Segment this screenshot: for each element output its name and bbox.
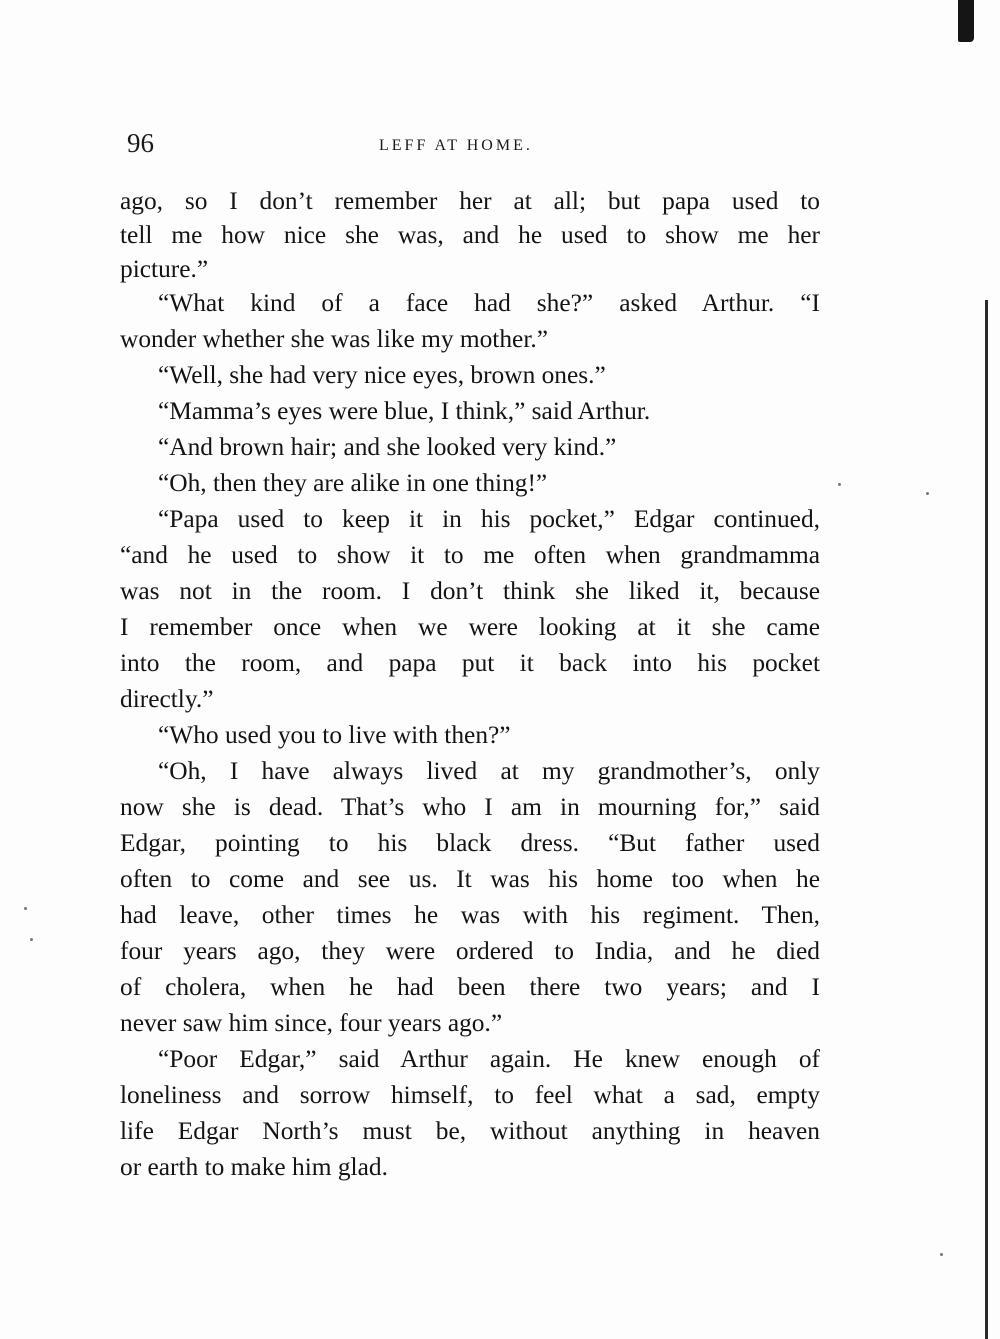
text-line: Edgar, pointing to his black dress. “But father used — [120, 829, 820, 857]
text-line: I remember once when we were looking at it she came — [120, 613, 820, 641]
text-line: “Mamma’s eyes were blue, I think,” said Arthur. — [158, 397, 651, 425]
page-number: 96 — [127, 128, 154, 158]
text-line: picture.” — [120, 255, 209, 283]
text-line: often to come and see us. It was his home too when he — [120, 865, 820, 893]
text-line: “Poor Edgar,” said Arthur again. He knew enough of — [158, 1045, 820, 1073]
text-line: “and he used to show it to me often when grandmamma — [120, 541, 820, 569]
scan-speck — [24, 907, 27, 910]
scan-speck — [838, 483, 841, 486]
scan-edge-rule — [985, 300, 988, 1339]
text-line: loneliness and sorrow himself, to feel what a sad, empty — [120, 1081, 820, 1109]
text-line: ago, so I don’t remember her at all; but papa used to — [120, 187, 820, 215]
text-line: “Papa used to keep it in his pocket,” Edgar continued, — [158, 505, 820, 533]
text-line: “Who used you to live with then?” — [158, 721, 511, 749]
scan-speck — [30, 938, 33, 941]
text-line: had leave, other times he was with his regiment. Then, — [120, 901, 820, 929]
running-title: LEFF AT HOME. — [379, 137, 533, 154]
text-line: “What kind of a face had she?” asked Arthur. “I — [158, 289, 820, 317]
text-line: “Oh, I have always lived at my grandmother’s, only — [158, 757, 820, 785]
text-line: “Oh, then they are alike in one thing!” — [158, 469, 548, 497]
text-line: four years ago, they were ordered to India, and he died — [120, 937, 820, 965]
scan-speck — [940, 1253, 943, 1256]
text-line: wonder whether she was like my mother.” — [120, 325, 548, 353]
scan-speck — [926, 492, 929, 495]
text-line: or earth to make him glad. — [120, 1153, 388, 1181]
page-header — [125, 128, 820, 162]
text-line: “Well, she had very nice eyes, brown ones.” — [158, 361, 606, 389]
scan-edge-mark — [958, 0, 974, 42]
text-line: life Edgar North’s must be, without anything in heaven — [120, 1117, 820, 1145]
text-line: “And brown hair; and she looked very kind.” — [158, 433, 617, 461]
text-line: directly.” — [120, 685, 214, 713]
text-line: of cholera, when he had been there two years; and I — [120, 973, 820, 1001]
text-line: was not in the room. I don’t think she liked it, because — [120, 577, 820, 605]
text-line: into the room, and papa put it back into his pocket — [120, 649, 820, 677]
text-line: tell me how nice she was, and he used to show me her — [120, 221, 820, 249]
text-line: now she is dead. That’s who I am in mourning for,” said — [120, 793, 820, 821]
text-line: never saw him since, four years ago.” — [120, 1009, 503, 1037]
